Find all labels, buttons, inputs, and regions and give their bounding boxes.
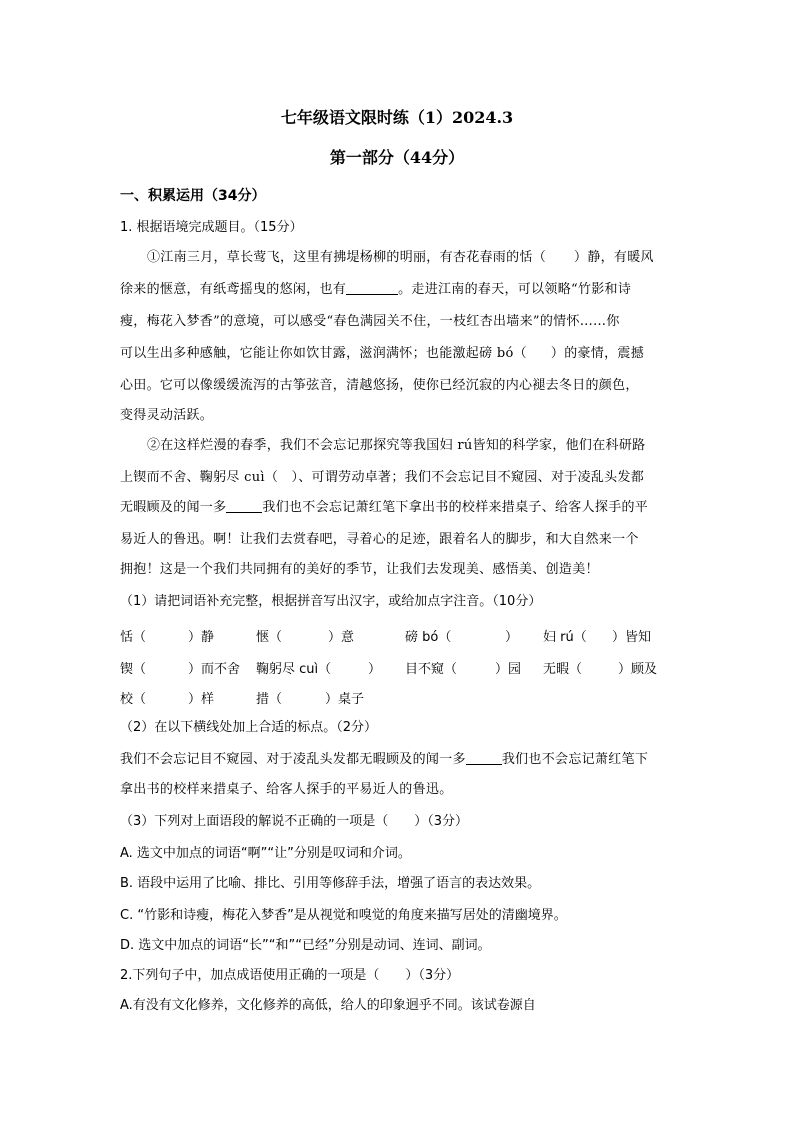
passage-line: 变得灵动活跃。 (120, 408, 214, 423)
fill-item: ）顾及 (618, 662, 658, 677)
fill-item: ）桌子 (325, 692, 365, 707)
fill-item: 校（ (120, 692, 147, 707)
passage-line: 上锲而不舍、鞠躬尽 cuì（ ）、可谓劳动卓著；我们不会忘记目不窥园、对于凌乱头发都 (120, 470, 645, 485)
passage-line (147, 248, 680, 268)
fill-item: 措（ (256, 692, 283, 707)
fill-item: ）园 (495, 662, 522, 677)
option-b[interactable]: B. 语段中运用了比喻、排比、引用等修辞手法，增强了语言的表达效果。 (120, 876, 541, 891)
passage-line: 心田。它可以像缓缓流泻的古筝弦音，清越悠扬，使你已经沉寂的内心褪去冬日的颜色， (120, 378, 639, 393)
passage-text: 我们也不会忘记萧红笔下 (501, 752, 649, 767)
fill-item: ）样 (188, 692, 215, 707)
passage-line: ②在这样烂漫的春季，我们不会忘记那探究等我国妇 rú皆知的科学家，他们在科研路 (147, 438, 646, 453)
passage-line: 拿出书的校样来措桌子、给客人探手的平易近人的鲁迅。 (120, 782, 453, 797)
passage-text: 我们也不会忘记萧红笔下拿出书的校样来措桌子、给客人探手的平 (262, 500, 649, 515)
answer-blank[interactable] (226, 498, 262, 513)
passage-line (120, 750, 680, 770)
passage-text: ）的豪情，震撼 (550, 346, 644, 361)
fill-item: ） (505, 630, 519, 645)
fill-item: 鞠躬尽 cuì（ (256, 662, 332, 677)
answer-blank[interactable] (346, 280, 398, 295)
passage-line (120, 280, 680, 300)
fill-item: 目不窥（ (405, 662, 458, 677)
option-d[interactable]: D. 选文中加点的词语“长”“和”“已经”分别是动词、连词、副词。 (120, 938, 491, 953)
part-heading: 第一部分（44分） (329, 148, 465, 167)
fill-item: 锲（ (120, 662, 147, 677)
passage-text: 徐来的惬意，有纸鸢摇曳的悠闲，也有 (120, 282, 347, 297)
fill-item: 妇 rú（ (543, 630, 587, 645)
passage-text: 。走进江南的春天，可以领略“竹影和诗 (398, 282, 632, 297)
option-a[interactable]: A. 选文中加点的词语“啊”“让”分别是叹词和介词。 (120, 846, 411, 861)
fill-item: ）而不舍 (188, 662, 241, 677)
fill-item: ）皆知 (612, 630, 652, 645)
fill-item: 无暇（ (543, 662, 583, 677)
fill-item: 磅 bó（ (405, 630, 452, 645)
passage-line: 瘦，梅花入梦香”的意境，可以感受“春色满园关不住，一枝红杏出墙来”的情怀……你 (120, 314, 620, 329)
subquestion-2-stem: （2）在以下横线处加上合适的标点。（2分） (120, 720, 378, 735)
section-heading: 一、积累运用（34分） (120, 188, 266, 204)
passage-text: ①江南三月，草长莺飞，这里有拂堤杨柳的明丽，有杏花春雨的恬（ (147, 250, 547, 265)
passage-line: 易近人的鲁迅。啊！让我们去赏春吧，寻着心的足迹，跟着名人的脚步，和大自然来一个 (120, 532, 639, 547)
passage-line (120, 344, 680, 364)
question-2-stem: 2.下列句子中，加点成语使用正确的一项是（ ）（3分） (120, 968, 460, 983)
passage-line: 拥抱！这是一个我们共同拥有的美好的季节，让我们去发现美、感悟美、创造美！ (120, 562, 599, 577)
question-1-stem: 1. 根据语境完成题目。（15分） (120, 220, 303, 235)
option-a[interactable]: A.有没有文化修养，文化修养的高低，给人的印象迥乎不同。该试卷源自 (120, 998, 536, 1013)
passage-text: 可以生出多种感触，它能让你如饮甘露，滋润满怀；也能激起磅 bó（ (120, 346, 527, 361)
passage-line (120, 498, 680, 518)
passage-text: ）静，有暖风 (574, 250, 654, 265)
option-c[interactable]: C. “竹影和诗瘦，梅花入梦香”是从视觉和嗅觉的角度来描写居处的清幽境界。 (120, 908, 567, 923)
subquestion-1-stem: （1）请把词语补充完整，根据拼音写出汉字，或给加点字注音。（10分） (120, 594, 542, 609)
fill-item: ）静 (188, 630, 215, 645)
exam-title: 七年级语文限时练（1）2024.3 (280, 108, 514, 127)
answer-blank[interactable] (466, 750, 502, 765)
passage-text: 我们不会忘记目不窥园、对于凌乱头发都无暇顾及的闻一多 (120, 752, 466, 767)
fill-item: ）意 (328, 630, 355, 645)
fill-item: 恬（ (120, 630, 147, 645)
fill-item: 惬（ (256, 630, 283, 645)
subquestion-3-stem: （3）下列对上面语段的解说不正确的一项是（ ）（3分） (120, 814, 469, 829)
passage-text: 无暇顾及的闻一多 (120, 500, 227, 515)
fill-item: ） (368, 662, 382, 677)
